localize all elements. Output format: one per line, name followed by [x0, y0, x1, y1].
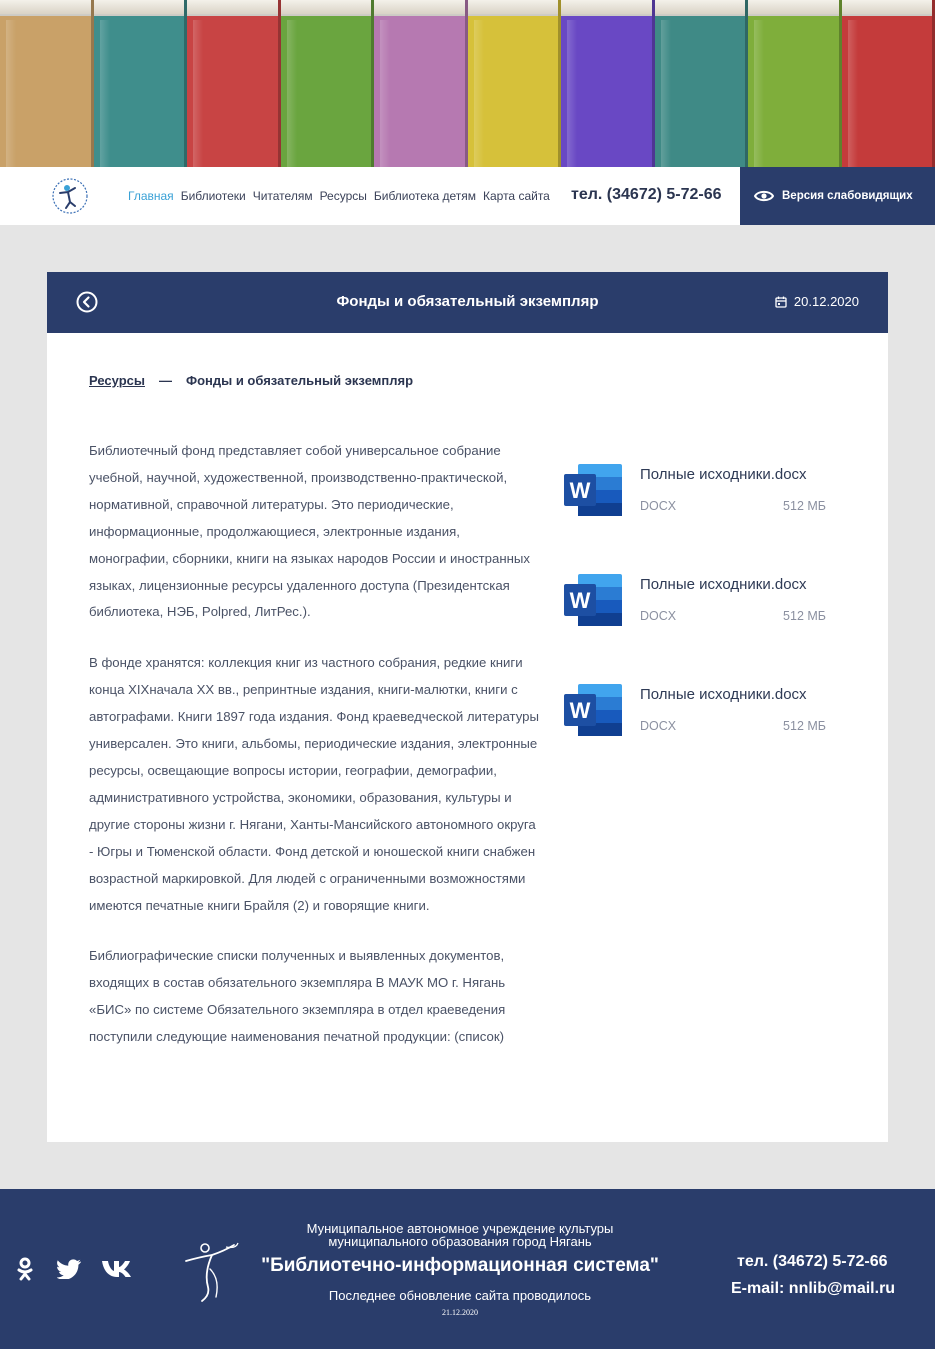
book-spine [561, 0, 655, 167]
header-phone[interactable]: тел. (34672) 5-72-66 [571, 186, 722, 203]
svg-text:W: W [569, 698, 591, 723]
twitter-icon[interactable] [57, 1259, 82, 1279]
attachment-name[interactable]: Полные исходники.docx [640, 466, 807, 483]
nav-item-readers[interactable]: Читателям [252, 189, 313, 203]
nav-item-libraries[interactable]: Библиотеки [180, 189, 246, 203]
footer-phone[interactable]: тел. (34672) 5-72-66 [737, 1253, 888, 1270]
calendar-icon [775, 296, 787, 308]
attachment-size: 512 МБ [783, 499, 826, 513]
book-spine [374, 0, 468, 167]
eye-icon [754, 189, 774, 203]
breadcrumb-separator: — [158, 373, 172, 388]
attachment-type: DOCX [640, 609, 677, 623]
attachment-name[interactable]: Полные исходники.docx [640, 576, 807, 593]
svg-text:W: W [569, 478, 591, 503]
article-paragraph: Библиотечный фонд представляет собой универсальное собрание учебной, научной, художественной, производственно-практической, нормативной, справочной литературы. Это периодические, информационные, продолжающиеся, электронные издания, монографии, сборники, книги на языках народов России и иностранных языках, лицензионные ресурсы удаленного доступа (Президентская библиотека, НЭБ, Polpred, ЛитРес.). [89, 443, 530, 620]
breadcrumb-current: Фонды и обязательный экземпляр [185, 373, 414, 388]
site-header [0, 167, 935, 225]
header-banner-image [0, 0, 935, 167]
vk-icon[interactable] [101, 1259, 135, 1279]
attachments-list [564, 462, 834, 792]
attachment-item[interactable] [564, 682, 834, 792]
word-document-icon [564, 574, 622, 626]
article-paragraph: В фонде хранятся: коллекция книг из частного собрания, редкие книги конца XIXначала XX вв., репринтные издания, книги-малютки, книги с автографами. Книги 1897 года издания. Фонд краеведческой литературы универсален. Это книги, альбомы, периодические издания, электронные ресурсы, освещающие вопросы истории, географии, демографии, административного устройства, экономики, образования, культуры и другие стороны жизни г. Нягани, Ханты-Мансийского автономного округа - Югры и Тюменской области. Фонд детской и юношеской книги снабжен возрастной маркировкой. Для людей с ограниченными возможностями имеются печатные книги Брайля (2) и говорящие книги. [89, 655, 539, 913]
book-spine [655, 0, 749, 167]
footer-org-name: "Библиотечно-информационная система" [261, 1255, 659, 1276]
article-title: Фонды и обязательный экземпляр [336, 293, 599, 310]
article-paragraph: Библиографические списки полученных и выявленных документов, входящих в состав обязательного экземпляра В МАУК МО г. Нягань «БИС» по системе Обязательного экземпляра в отдел краеведения поступили следующие наименования печатной продукции: (список) [89, 948, 506, 1045]
book-spine [748, 0, 842, 167]
attachment-size: 512 МБ [783, 719, 826, 733]
nav-item-kids-library[interactable]: Библиотека детям [373, 189, 476, 203]
breadcrumb-resources-link[interactable]: Ресурсы [89, 373, 145, 388]
attachment-type: DOCX [640, 499, 677, 513]
nav-item-home[interactable]: Главная [128, 189, 174, 203]
attachment-item[interactable] [564, 462, 834, 572]
word-document-icon [564, 684, 622, 736]
site-footer [0, 1189, 935, 1349]
footer-org-line1: Муниципальное автономное учреждение культуры [306, 1221, 614, 1236]
book-spine [187, 0, 281, 167]
nav-item-sitemap[interactable]: Карта сайта [483, 189, 550, 203]
odnoklassniki-icon[interactable] [16, 1257, 34, 1281]
attachment-type: DOCX [640, 719, 677, 733]
accessibility-version-button[interactable] [740, 167, 935, 225]
breadcrumb [89, 373, 413, 388]
accessibility-label: Версия слабовидящих [782, 190, 913, 202]
article-body [89, 438, 541, 1075]
word-document-icon [564, 464, 622, 516]
attachment-name[interactable]: Полные исходники.docx [640, 686, 807, 703]
footer-update-label: Последнее обновление сайта проводилось [328, 1288, 592, 1303]
attachment-size: 512 МБ [783, 609, 826, 623]
article-date-value: 20.12.2020 [793, 294, 859, 309]
svg-text:W: W [569, 588, 591, 613]
book-spine [0, 0, 94, 167]
book-spine [281, 0, 375, 167]
book-spine [94, 0, 188, 167]
article-card [47, 272, 888, 1142]
footer-update-date: 21.12.2020 [442, 1308, 478, 1317]
footer-org-line2: муниципального образования город Нягань [328, 1234, 592, 1249]
article-date [775, 294, 859, 309]
book-spine [468, 0, 562, 167]
main-navigation [128, 189, 557, 203]
footer-email[interactable]: E-mail: nnlib@mail.ru [731, 1280, 896, 1297]
article-header [47, 272, 888, 333]
nav-item-resources[interactable]: Ресурсы [319, 189, 367, 203]
attachment-item[interactable] [564, 572, 834, 682]
footer-logo-icon[interactable] [182, 1239, 242, 1303]
book-spine [842, 0, 935, 167]
library-logo-icon[interactable] [48, 176, 92, 216]
